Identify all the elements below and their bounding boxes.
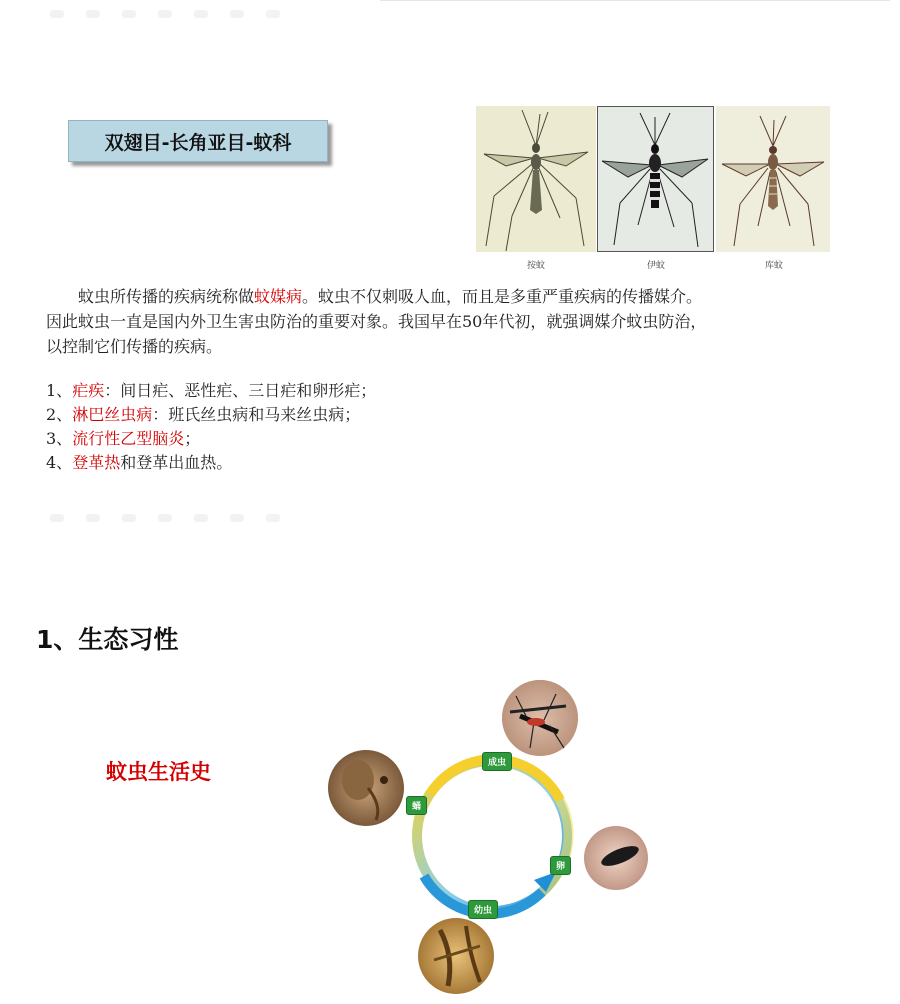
list-number: 3、 bbox=[46, 429, 73, 448]
disease-name: 淋巴丝虫病 bbox=[72, 405, 153, 424]
aedes-illustration bbox=[597, 106, 714, 252]
faint-header-marks bbox=[50, 10, 280, 18]
section-heading: 1、生态习性 bbox=[36, 625, 179, 654]
caption-culex: 库蚊 bbox=[764, 261, 783, 271]
disease-detail: ； bbox=[184, 429, 201, 448]
adult-mosquito-photo bbox=[502, 680, 578, 756]
intro-text-2: 。蚊虫不仅刺吸人血，而且是多重严重疾病的传播媒介。 bbox=[302, 287, 703, 306]
disease-name: 登革热 bbox=[72, 453, 121, 472]
stage-tag-pupa: 蛹 bbox=[406, 796, 427, 815]
stage-tag-egg: 卵 bbox=[550, 856, 571, 875]
list-item bbox=[46, 403, 866, 427]
caption-anopheles: 按蚊 bbox=[526, 261, 545, 271]
intro-paragraph bbox=[46, 284, 866, 359]
lifecycle-diagram bbox=[320, 676, 660, 1000]
intro-highlight: 蚊媒病 bbox=[254, 287, 303, 306]
lifecycle-title: 蚊虫生活史 bbox=[106, 759, 211, 784]
disease-name: 疟疾 bbox=[72, 381, 105, 400]
intro-line-2: 因此蚊虫一直是国内外卫生害虫防治的重要对象。我国早在50年代初，就强调媒介蚊虫防治， bbox=[46, 312, 707, 331]
list-number: 4、 bbox=[46, 453, 73, 472]
stage-tag-adult: 成虫 bbox=[482, 752, 512, 771]
disease-detail: ：间日疟、恶性疟、三日疟和卵形疟； bbox=[104, 381, 377, 400]
top-divider-line bbox=[380, 0, 890, 1]
list-item bbox=[46, 379, 866, 403]
mosquito-illustrations bbox=[476, 106, 830, 274]
taxonomy-title: 双翅目-长角亚目-蚊科 bbox=[104, 131, 292, 154]
intro-line-3: 以控制它们传播的疾病。 bbox=[46, 337, 223, 356]
list-number: 1、 bbox=[46, 381, 73, 400]
list-item bbox=[46, 427, 866, 451]
intro-text-1: 蚊虫所传播的疾病统称做 bbox=[78, 287, 255, 306]
pupa-photo bbox=[328, 750, 404, 826]
disease-detail: ：班氏丝虫病和马来丝虫病； bbox=[152, 405, 361, 424]
disease-name: 流行性乙型脑炎 bbox=[72, 429, 185, 448]
egg-photo bbox=[584, 826, 648, 890]
taxonomy-title-box bbox=[68, 120, 328, 162]
disease-list bbox=[46, 379, 866, 475]
list-item bbox=[46, 451, 866, 475]
larva-photo bbox=[418, 918, 494, 994]
anopheles-illustration bbox=[476, 106, 596, 252]
lifecycle-ring bbox=[320, 676, 660, 1000]
faint-footer-marks bbox=[50, 514, 280, 522]
list-number: 2、 bbox=[46, 405, 73, 424]
disease-detail: 和登革出血热。 bbox=[120, 453, 233, 472]
culex-illustration bbox=[716, 106, 830, 252]
stage-tag-larva: 幼虫 bbox=[468, 900, 498, 919]
caption-aedes: 伊蚊 bbox=[646, 261, 665, 271]
